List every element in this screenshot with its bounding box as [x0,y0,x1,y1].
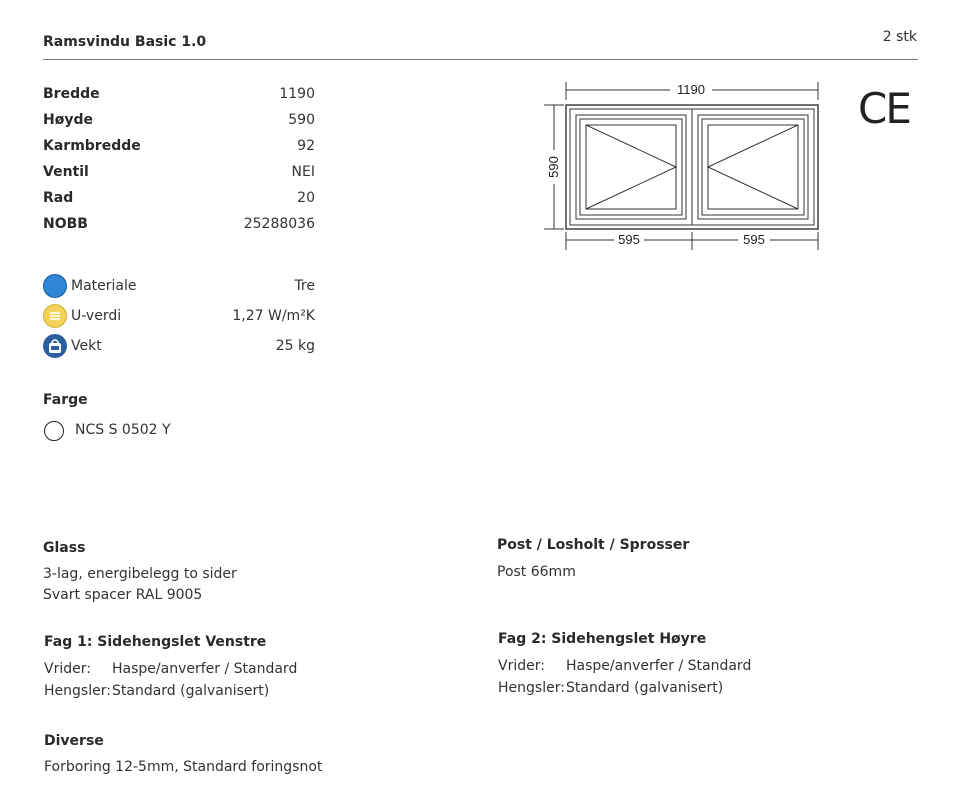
spec-label: Karmbredde [43,138,141,154]
fag2-hengsler [498,680,723,696]
vrider-value: Haspe/anverfer / Standard [112,661,298,677]
vrider-label: Vrider: [44,661,91,677]
spec-label: Rad [43,190,74,206]
spec-label: NOBB [43,216,88,232]
spec-value: 20 [297,190,315,206]
hengsler-label: Hengsler: [498,680,565,696]
post-heading: Post / Losholt / Sprosser [497,537,690,553]
spec-label: Bredde [43,86,100,102]
spec-row-karmbredde [43,138,315,158]
weight-icon [43,334,67,358]
glass-line-1: 3-lag, energibelegg to sider [43,566,237,582]
header-divider [43,59,918,60]
post-value: Post 66mm [497,564,576,580]
property-label: Vekt [71,338,102,354]
quantity-label: 2 stk [882,29,917,45]
property-value: 1,27 W/m²K [232,308,315,324]
ce-mark: CE [858,84,910,133]
hengsler-label: Hengsler: [44,683,111,699]
property-row-u-verdi [43,304,315,330]
fag2-heading: Fag 2: Sidehengslet Høyre [498,631,707,647]
dimension-left-width: 595 [618,232,640,247]
window-drawing [530,72,830,262]
vrider-label: Vrider: [498,658,545,674]
spec-label: Høyde [43,112,93,128]
color-swatch [44,421,64,441]
property-row-materiale [43,274,315,300]
spec-value: 25288036 [243,216,315,232]
hengsler-value: Standard (galvanisert) [566,680,724,696]
spec-row-ventil [43,164,315,184]
property-label: Materiale [71,278,137,294]
spec-value: 1190 [279,86,315,102]
spec-label: Ventil [43,164,89,180]
vrider-value: Haspe/anverfer / Standard [566,658,752,674]
dimension-total-width: 1190 [677,82,705,97]
spec-row-bredde [43,86,315,106]
spec-value: 590 [288,112,315,128]
property-row-vekt [43,334,315,360]
spec-row-nobb [43,216,315,236]
property-value: 25 kg [275,338,315,354]
fag1-heading: Fag 1: Sidehengslet Venstre [44,634,267,650]
glass-line-2: Svart spacer RAL 9005 [43,587,203,603]
material-icon [43,274,67,298]
dimension-right-width: 595 [743,232,765,247]
color-value: NCS S 0502 Y [75,422,171,438]
fag1-hengsler [44,683,269,699]
product-title: Ramsvindu Basic 1.0 [43,34,207,50]
spec-row-rad [43,190,315,210]
spec-value: 92 [297,138,315,154]
property-value: Tre [294,278,315,294]
property-label: U-verdi [71,308,122,324]
u-value-icon [43,304,67,328]
color-heading: Farge [43,392,88,408]
dimension-height: 590 [546,156,561,178]
spec-value: NEI [291,164,315,180]
spec-row-hoyde [43,112,315,132]
fag1-vrider [44,661,297,677]
diverse-value: Forboring 12-5mm, Standard foringsnot [44,759,323,775]
diverse-heading: Diverse [44,733,104,749]
fag2-vrider [498,658,751,674]
glass-heading: Glass [43,540,86,556]
hengsler-value: Standard (galvanisert) [112,683,270,699]
